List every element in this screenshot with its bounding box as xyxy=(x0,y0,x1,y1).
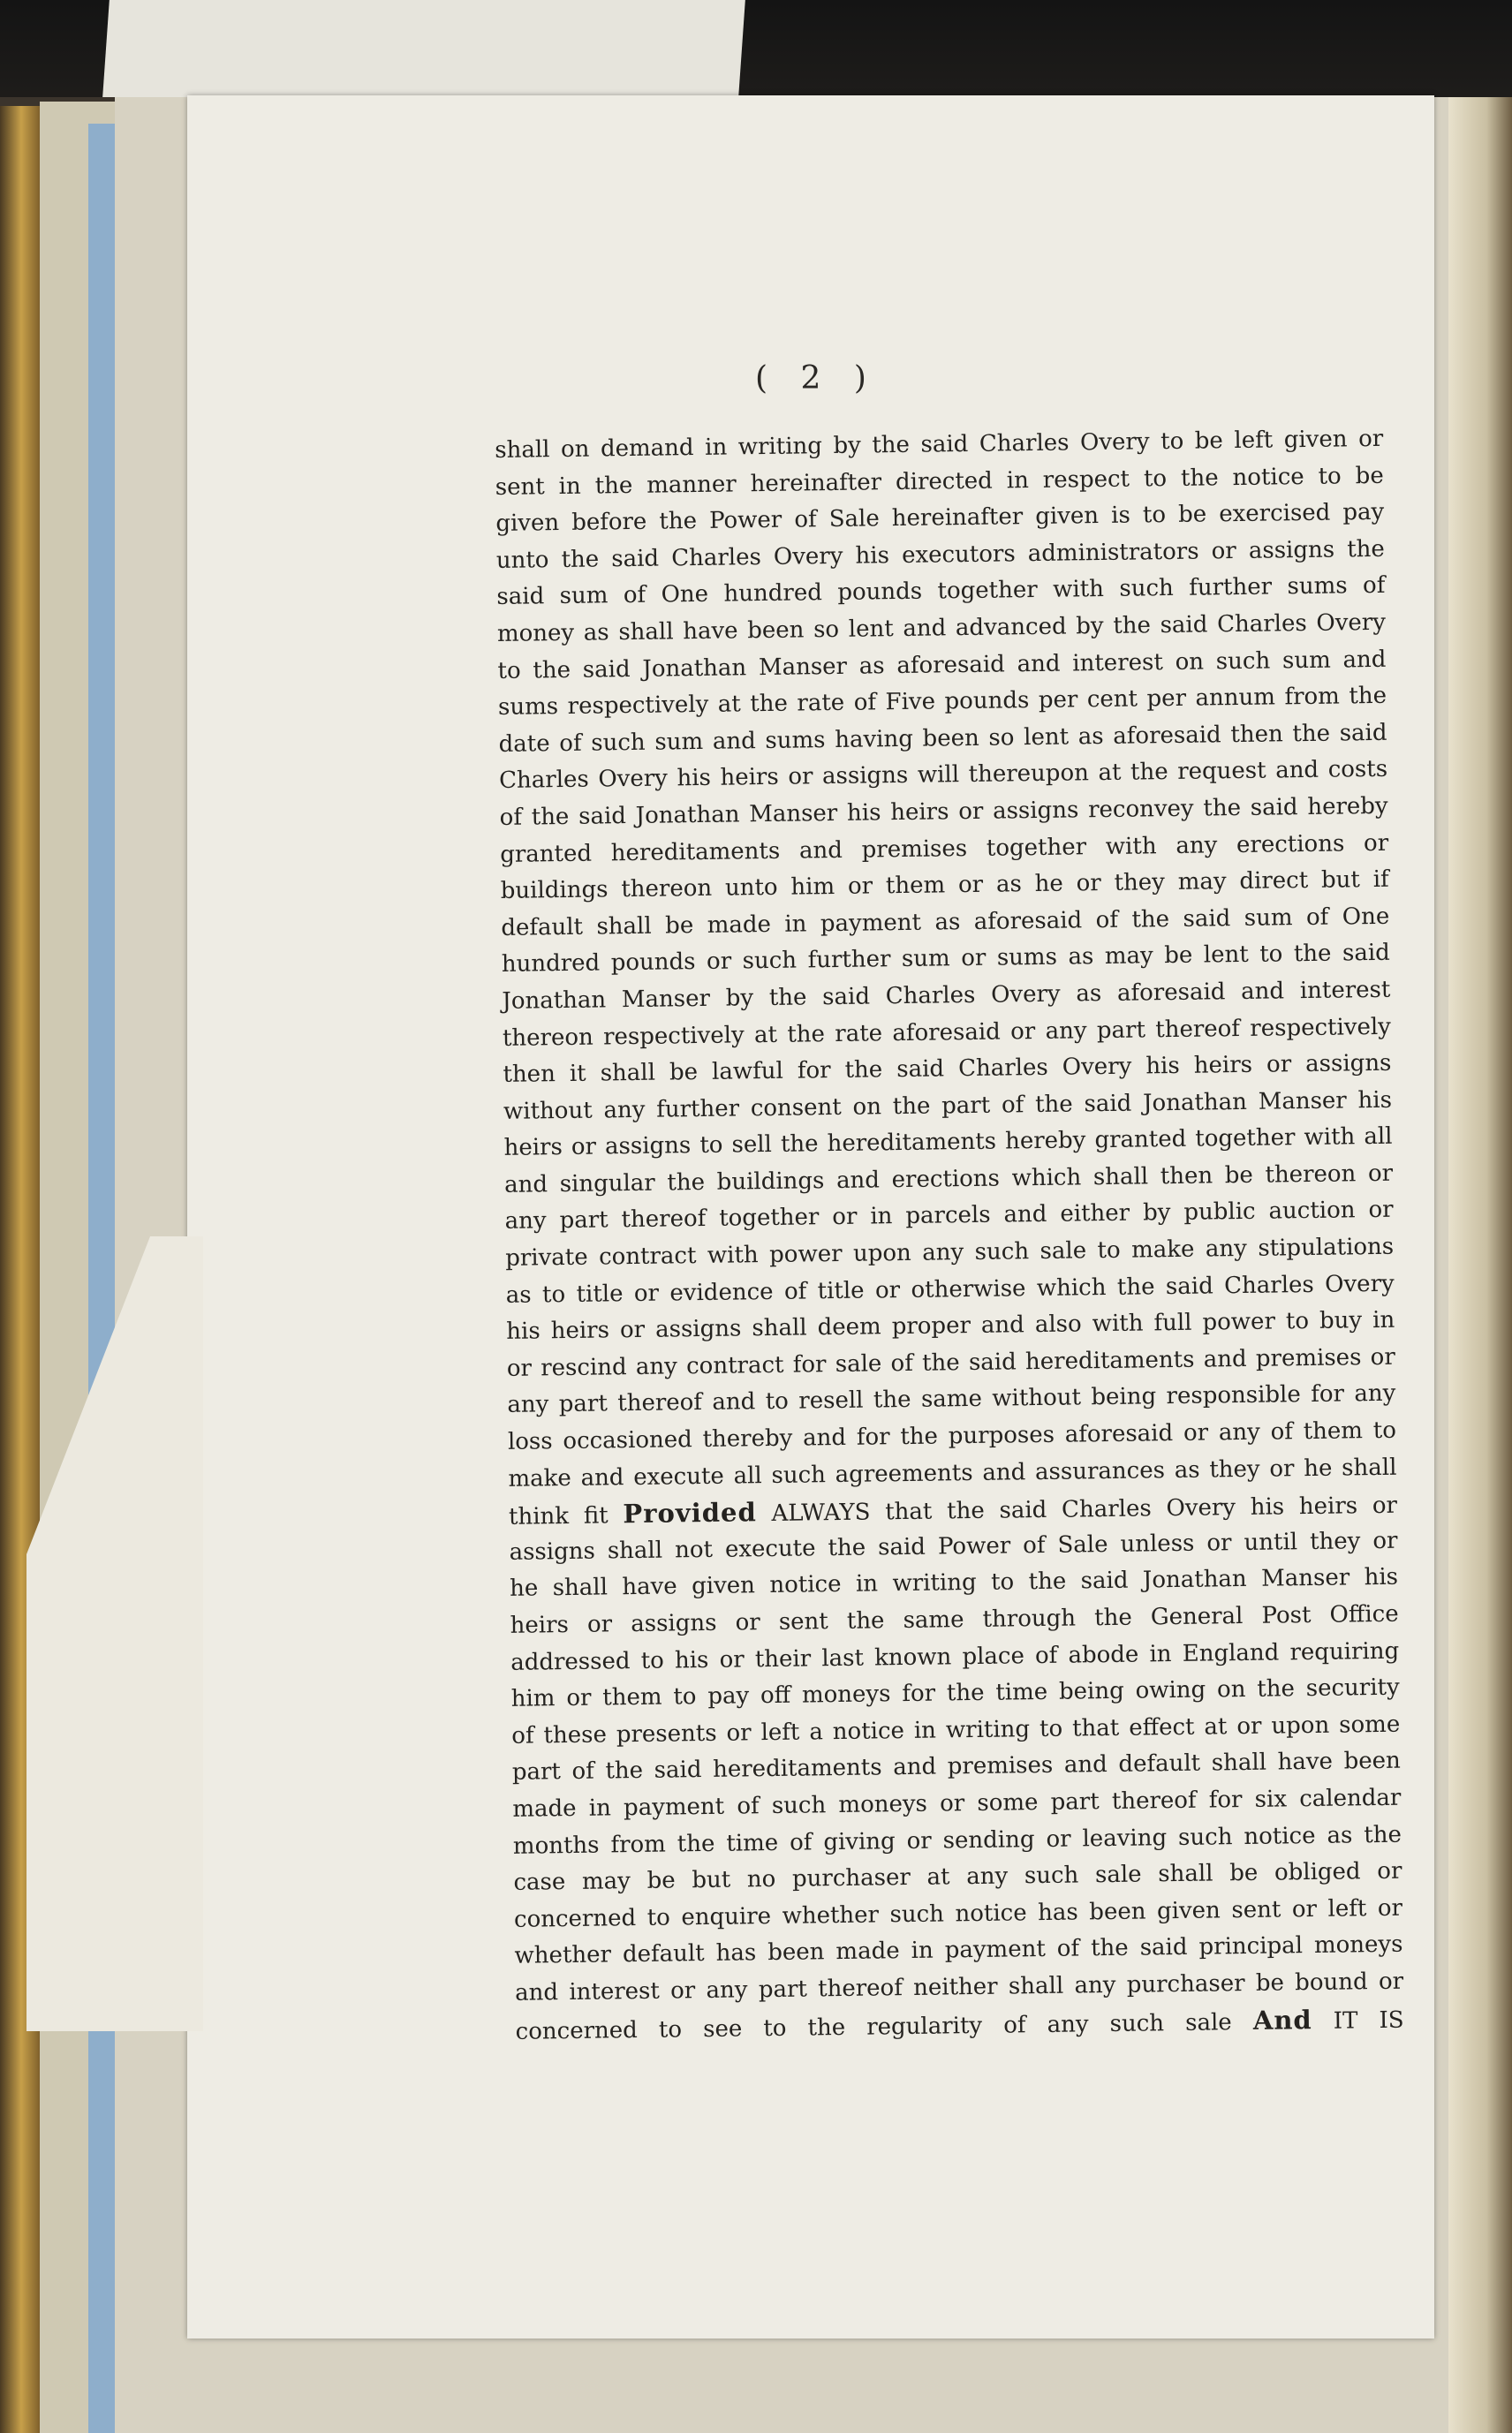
text-line: addressed to his or their last known place of abode in England requiring xyxy=(510,1637,1400,1676)
text-line: whether default has been made in payment of the said principal moneys xyxy=(514,1931,1403,1970)
text-line: and interest or any part thereof neither shall any purchaser be bound or xyxy=(514,1968,1404,2006)
text-line: and singular the buildings and erections which shall then be thereon or xyxy=(503,1160,1394,1198)
text-line: part of the said hereditaments and premises and default shall have been xyxy=(511,1748,1401,1787)
line-end: IT IS xyxy=(1333,2006,1404,2035)
text-line: concerned to enquire whether such notice has been given sent or left or xyxy=(513,1894,1403,1933)
text-line: buildings thereon unto him or them or as he or they may direct but if xyxy=(500,865,1389,905)
text-line: months from the time of giving or sending or leaving such notice as the xyxy=(512,1821,1402,1860)
text-line: assigns shall not execute the said Power of Sale unless or until they or xyxy=(509,1527,1398,1566)
blackletter-provided: Provided xyxy=(623,1497,757,1530)
text-line: loss occasioned thereby and for the purposes aforesaid or any of them to xyxy=(507,1417,1397,1455)
line-start: think fit xyxy=(508,1502,609,1531)
text-line: thereon respectively at the rate aforesaid or any part thereof respectively xyxy=(502,1013,1392,1052)
text-line: Charles Overy his heirs or assigns will thereupon at the request and costs xyxy=(498,756,1388,795)
text-line: of these presents or left a notice in writing to that effect at or upon some xyxy=(511,1711,1401,1749)
text-line: Jonathan Manser by the said Charles Overy as aforesaid and interest xyxy=(502,976,1391,1015)
text-line: given before the Power of Sale hereinafter given is to be exercised pay xyxy=(495,499,1385,538)
text-line: money as shall have been so lent and advanced by the said Charles Overy xyxy=(496,608,1387,647)
text-line: granted hereditaments and premises together with any erections or xyxy=(500,829,1389,868)
text-line: sums respectively at the rate of Five pounds per cent per annum from the xyxy=(497,682,1387,722)
text-line: default shall be made in payment as aforesaid of the said sum of One xyxy=(501,903,1390,941)
body-text xyxy=(495,421,1404,2049)
text-line: any part thereof and to resell the same without being responsible for any xyxy=(507,1380,1396,1419)
text-line: case may be but no purchaser at any such sale shall be obliged or xyxy=(513,1857,1402,1897)
scan-torn-paper xyxy=(102,0,745,97)
line-start: concerned to see to the regularity of any such sale xyxy=(515,2008,1232,2045)
text-line: shall on demand in writing by the said Charles Overy to be left given or xyxy=(495,425,1384,464)
text-line: his heirs or assigns shall deem proper and also with full power to buy in xyxy=(506,1306,1395,1346)
text-line: then it shall be lawful for the said Charles Overy his heirs or assigns xyxy=(503,1049,1392,1089)
text-line: as to title or evidence of title or otherwise which the said Charles Overy xyxy=(505,1270,1395,1309)
text-line: of the said Jonathan Manser his heirs or assigns reconvey the said hereby xyxy=(499,792,1388,831)
text-line: private contract with power upon any such sale to make any stipulations xyxy=(505,1233,1395,1272)
text-line: without any further consent on the part of the said Jonathan Manser his xyxy=(503,1086,1393,1125)
text-line: to the said Jonathan Manser as aforesaid and interest on such sum and xyxy=(497,646,1387,684)
text-line: said sum of One hundred pounds together with such further sums of xyxy=(496,572,1386,611)
line-end: ALWAYS that the said Charles Overy his heirs or xyxy=(771,1492,1398,1528)
text-line: any part thereof together or in parcels and either by public auction or xyxy=(504,1197,1394,1235)
text-line: heirs or assigns or sent the same through the General Post Office xyxy=(510,1600,1399,1639)
text-line: hundred pounds or such further sum or sums as may be lent to the said xyxy=(501,940,1390,978)
text-line: or rescind any contract for sale of the said hereditaments and premises or xyxy=(506,1343,1395,1382)
text-line: date of such sum and sums having been so lent as aforesaid then the said xyxy=(498,719,1387,758)
right-page-edge xyxy=(1448,97,1512,2433)
text-line: unto the said Charles Overy his executors administrators or assigns the xyxy=(495,535,1386,574)
text-line: him or them to pay off moneys for the time being owing on the security xyxy=(510,1674,1400,1713)
page-number: ( 2 ) xyxy=(755,360,866,397)
text-line: made in payment of such moneys or some part thereof for six calendar xyxy=(512,1784,1402,1823)
document-page xyxy=(187,95,1434,2339)
text-line: he shall have given notice in writing to the said Jonathan Manser his xyxy=(509,1564,1399,1603)
text-line: sent in the manner hereinafter directed in respect to the notice to be xyxy=(495,462,1384,501)
text-line: make and execute all such agreements and assurances as they or he shall xyxy=(508,1454,1397,1492)
text-line: heirs or assigns to sell the hereditaments hereby granted together with all xyxy=(503,1123,1393,1162)
blackletter-and: And xyxy=(1252,2004,1312,2036)
